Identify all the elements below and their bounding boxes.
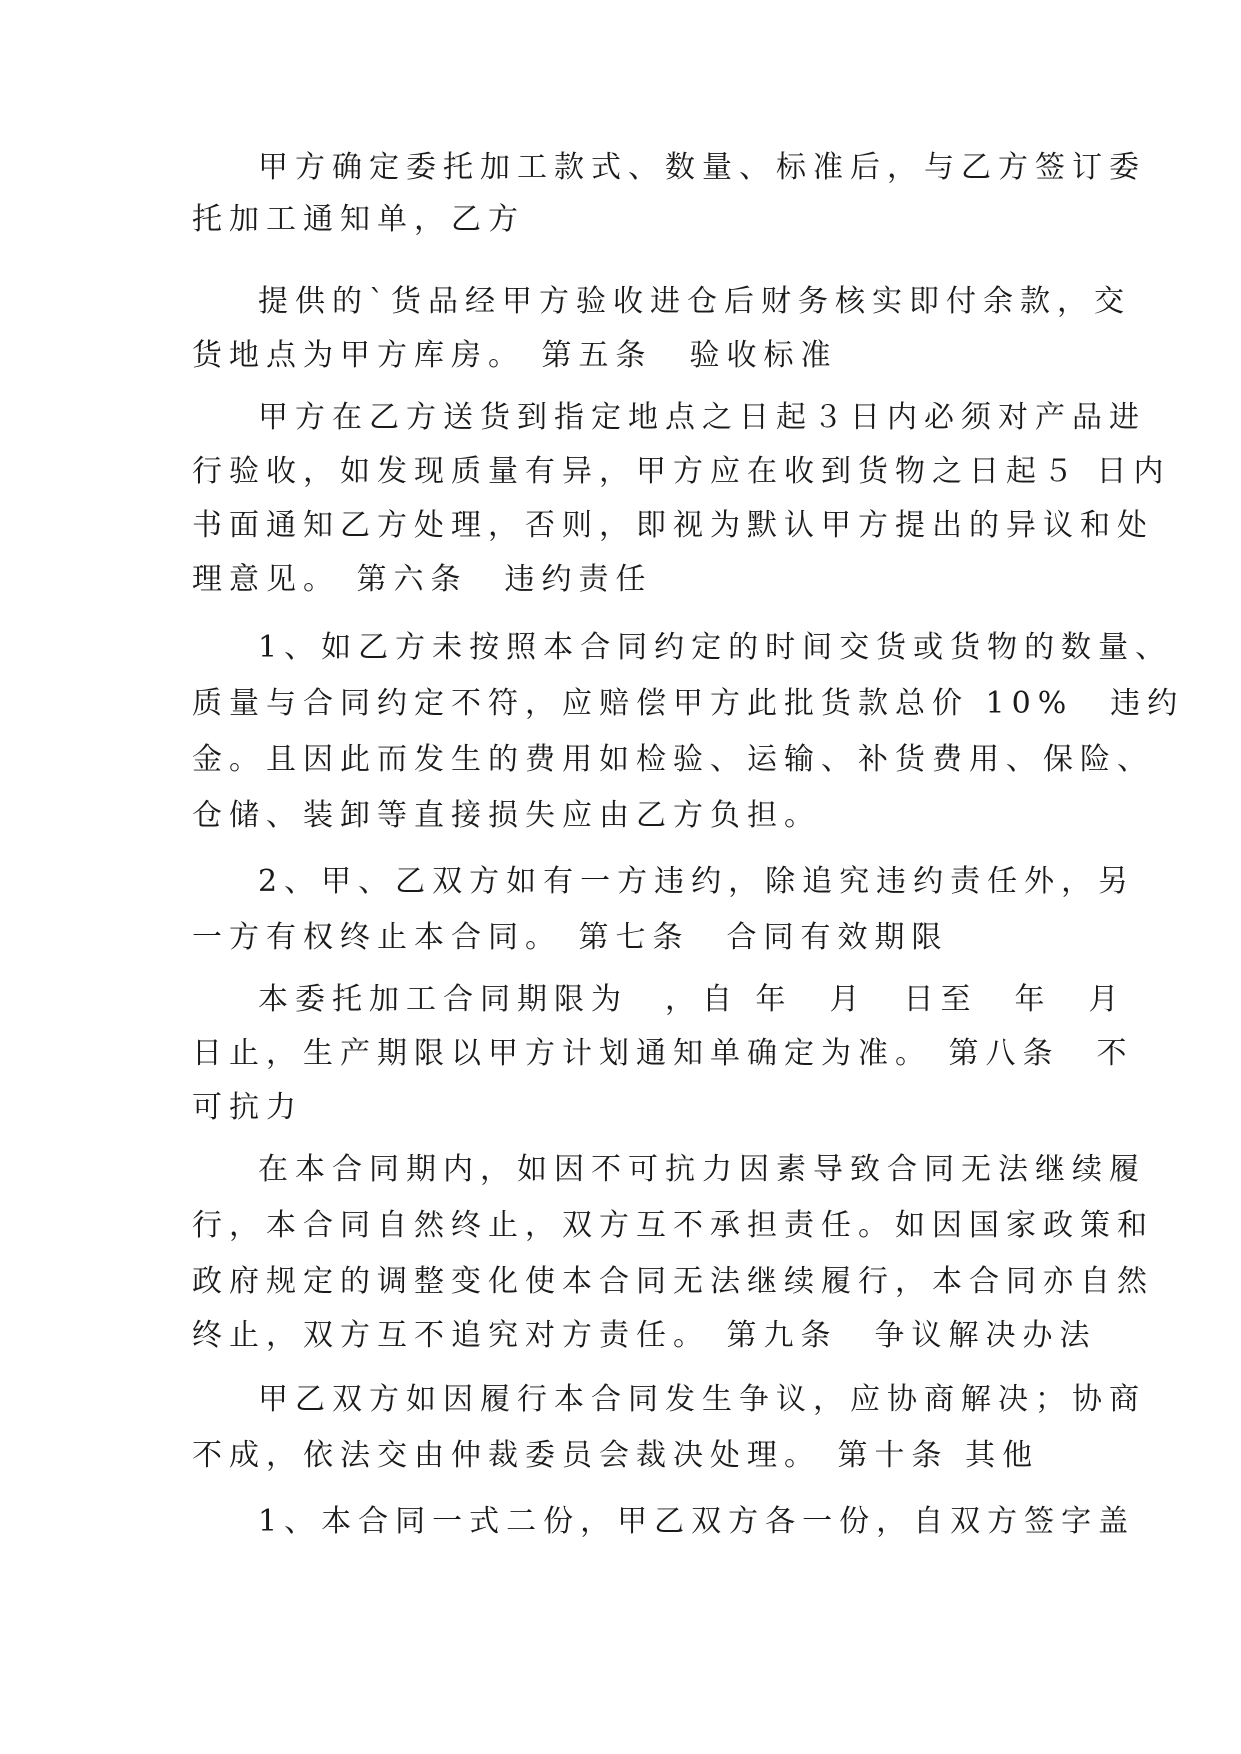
text-line: 一方有权终止本合同。 第七条 合同有效期限	[192, 920, 949, 955]
text-line: 甲方在乙方送货到指定地点之日起３日内必须对产品进	[258, 400, 1146, 435]
text-line: 1、本合同一式二份，甲乙双方各一份，自双方签字盖	[258, 1504, 1136, 1539]
text-line: 金。且因此而发生的费用如检验、运输、补货费用、保险、	[192, 742, 1154, 777]
text-line: 书面通知乙方处理，否则，即视为默认甲方提出的异议和处	[192, 508, 1154, 543]
text-line: 甲方确定委托加工款式、数量、标准后，与乙方签订委	[258, 150, 1146, 185]
text-line: 甲乙双方如因履行本合同发生争议，应协商解决；协商	[258, 1382, 1146, 1417]
text-line: 托加工通知单，乙方	[192, 202, 525, 237]
text-line: 本委托加工合同期限为 ，自 年 月 日至 年 月	[258, 982, 1126, 1017]
text-line: 2、甲、乙双方如有一方违约，除追究违约责任外，另	[258, 864, 1136, 899]
text-line: 日止，生产期限以甲方计划通知单确定为准。 第八条 不	[192, 1036, 1134, 1071]
text-line: 1、如乙方未按照本合同约定的时间交货或货物的数量、	[258, 630, 1173, 665]
text-line: 提供的`货品经甲方验收进仓后财务核实即付余款，交	[258, 284, 1131, 319]
text-line: 可抗力	[192, 1090, 303, 1125]
text-line: 政府规定的调整变化使本合同无法继续履行，本合同亦自然	[192, 1264, 1154, 1299]
text-line: 行，本合同自然终止，双方互不承担责任。如因国家政策和	[192, 1208, 1154, 1243]
text-line: 仓储、装卸等直接损失应由乙方负担。	[192, 798, 821, 833]
text-line: 不成，依法交由仲裁委员会裁决处理。 第十条 其他	[192, 1438, 1040, 1473]
text-line: 质量与合同约定不符，应赔偿甲方此批货款总价 10% 违约	[192, 686, 1185, 721]
text-line: 理意见。 第六条 违约责任	[192, 562, 653, 597]
text-line: 货地点为甲方库房。 第五条 验收标准	[192, 338, 838, 373]
text-line: 终止，双方互不追究对方责任。 第九条 争议解决办法	[192, 1318, 1097, 1353]
text-line: 行验收，如发现质量有异，甲方应在收到货物之日起５ 日内	[192, 454, 1171, 489]
text-line: 在本合同期内，如因不可抗力因素导致合同无法继续履	[258, 1152, 1146, 1187]
